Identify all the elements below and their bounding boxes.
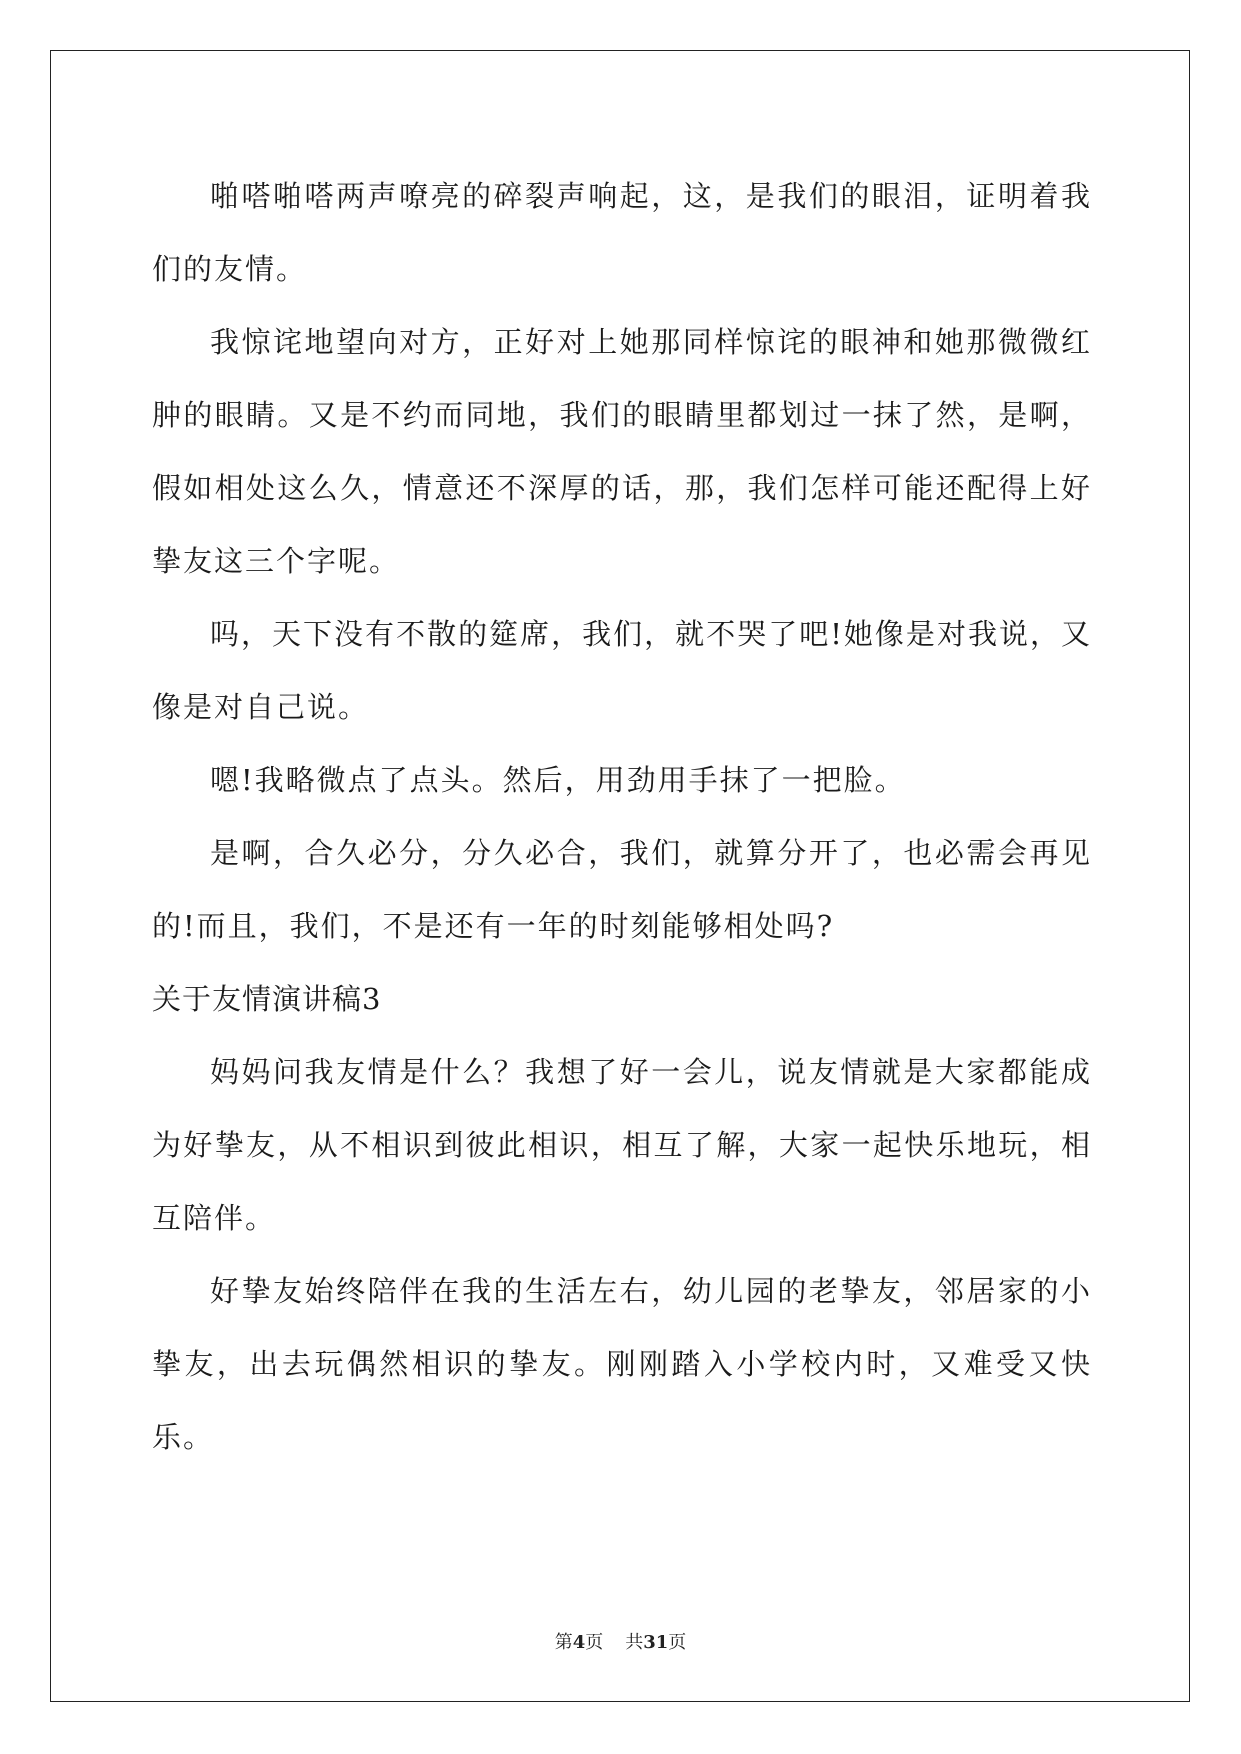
paragraph: 妈妈问我友情是什么？我想了好一会儿，说友情就是大家都能成为好挚友，从不相识到彼此相识，相互了解，大家一起快乐地玩，相互陪伴。 <box>152 1055 1092 1235</box>
page-footer <box>0 1628 1241 1654</box>
paragraph: 嗯!我略微点了点头。然后，用劲用手抹了一把脸。 <box>210 763 906 797</box>
paragraph: 是啊，合久必分，分久必合，我们，就算分开了，也必需会再见的!而且，我们，不是还有一年的时刻能够相处吗? <box>152 836 1092 943</box>
paragraph: 好挚友始终陪伴在我的生活左右，幼儿园的老挚友，邻居家的小挚友，出去玩偶然相识的挚友。刚刚踏入小学校内时，又难受又快乐。 <box>152 1274 1092 1454</box>
footer-prefix: 第 <box>554 1632 573 1653</box>
footer-total-suffix: 页 <box>668 1632 687 1653</box>
page-number: 4 <box>572 1632 586 1653</box>
footer-total-prefix: 共 <box>625 1632 644 1653</box>
document-body <box>152 160 1092 1474</box>
section-heading: 关于友情演讲稿3 <box>152 982 382 1016</box>
footer-page-suffix: 页 <box>585 1632 604 1653</box>
total-pages: 31 <box>643 1632 669 1653</box>
paragraph: 我惊诧地望向对方，正好对上她那同样惊诧的眼神和她那微微红肿的眼睛。又是不约而同地，我们的眼睛里都划过一抹了然，是啊，假如相处这么久，情意还不深厚的话，那，我们怎样可能还配得上好挚友这三个字呢。 <box>152 325 1092 578</box>
paragraph: 吗，天下没有不散的筵席，我们，就不哭了吧!她像是对我说，又像是对自己说。 <box>152 617 1092 724</box>
paragraph: 啪嗒啪嗒两声嘹亮的碎裂声响起，这，是我们的眼泪，证明着我们的友情。 <box>152 179 1092 286</box>
